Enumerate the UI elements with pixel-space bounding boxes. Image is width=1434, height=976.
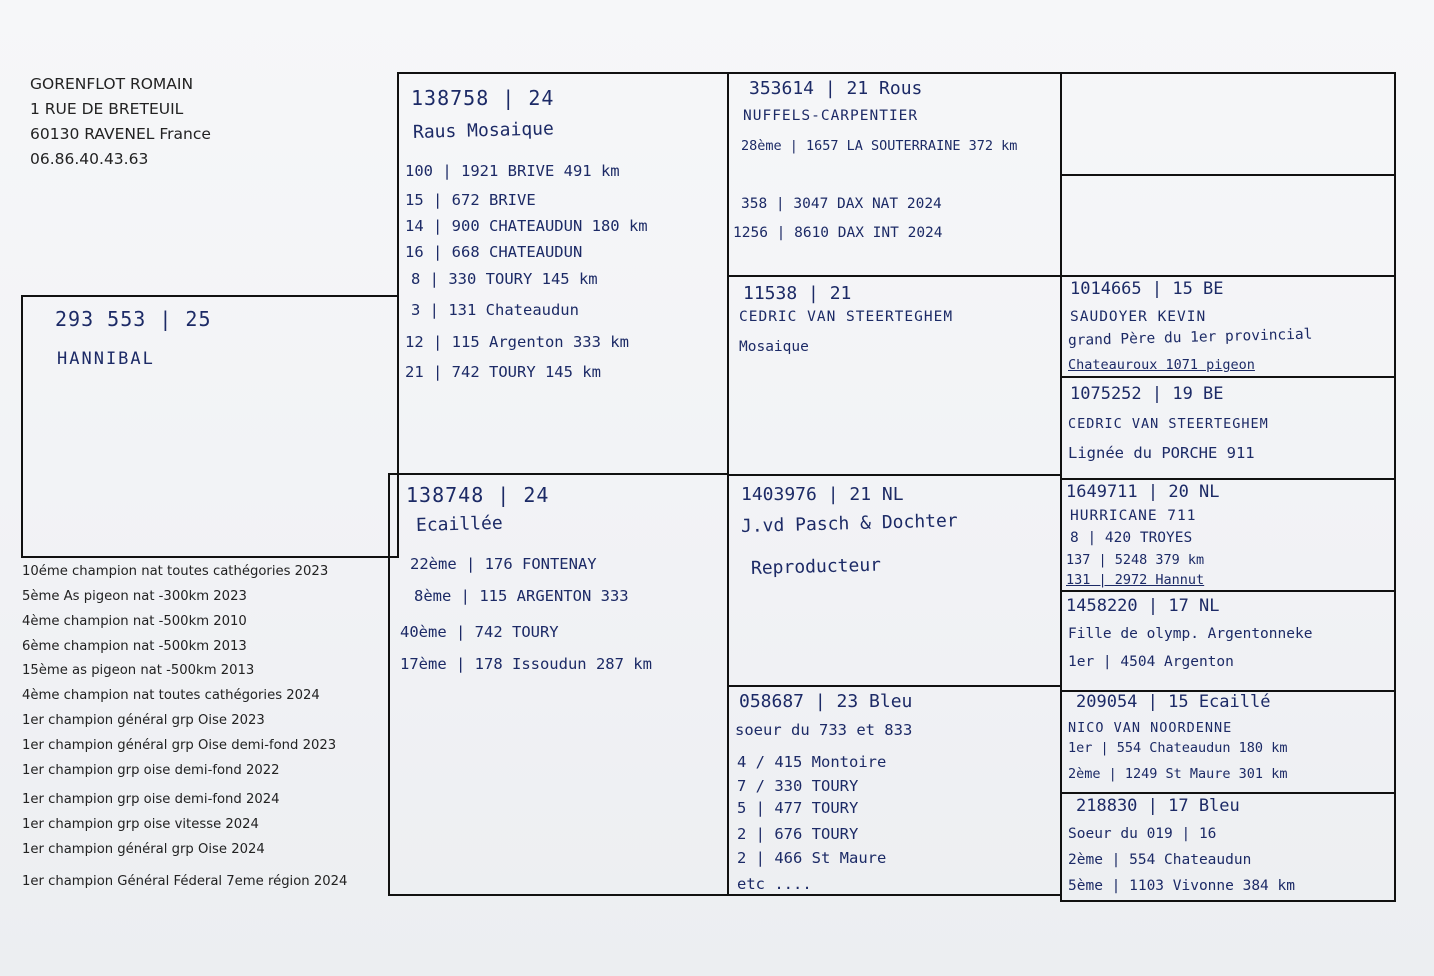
result-item: 1er champion Général Féderal 7eme région 2024 bbox=[22, 874, 348, 889]
ggp-empty-2 bbox=[1060, 174, 1396, 277]
sds-line: SAUDOYER KEVIN bbox=[1070, 309, 1207, 325]
ddd-line: 5ème | 1103 Vivonne 384 km bbox=[1068, 878, 1295, 894]
result-item: 10éme champion nat toutes cathégories 2023 bbox=[22, 564, 329, 579]
dam-dam-dam-box bbox=[1060, 792, 1396, 902]
result-item: 1er champion grp oise demi-fond 2022 bbox=[22, 763, 280, 778]
result-item: 15ème as pigeon nat -500km 2013 bbox=[22, 663, 255, 678]
sire-result: 21 | 742 TOURY 145 km bbox=[405, 363, 601, 381]
dam-dam-line: 2 | 466 St Maure bbox=[737, 849, 887, 867]
sire-result: 15 | 672 BRIVE bbox=[405, 191, 536, 209]
sds-line: Chateauroux 1071 pigeon bbox=[1068, 357, 1255, 373]
dam-result: 22ème | 176 FONTENAY bbox=[410, 555, 597, 573]
owner-street: 1 RUE DE BRETEUIL bbox=[30, 100, 184, 118]
subject-box bbox=[21, 295, 399, 558]
sire-sire-line: NUFFELS-CARPENTIER bbox=[743, 108, 919, 124]
dam-result: 8ème | 115 ARGENTON 333 bbox=[414, 587, 629, 605]
sire-color: Raus Mosaique bbox=[412, 118, 555, 143]
dss-line: 137 | 5248 379 km bbox=[1066, 552, 1205, 568]
owner-city: 60130 RAVENEL France bbox=[30, 125, 211, 143]
dam-sire-ring: 1403976 | 21 NL bbox=[741, 484, 904, 505]
sire-dam-dam-box bbox=[1060, 376, 1396, 480]
result-item: 4ème champion nat -500km 2010 bbox=[22, 614, 247, 629]
sdd-line: CEDRIC VAN STEERTEGHEM bbox=[1068, 416, 1269, 432]
dds-line: 2ème | 1249 St Maure 301 km bbox=[1068, 766, 1288, 782]
owner-name: GORENFLOT ROMAIN bbox=[30, 75, 194, 93]
dss-line: HURRICANE 711 bbox=[1070, 508, 1197, 524]
dam-dam-ring: 058687 | 23 Bleu bbox=[739, 691, 913, 712]
sds-ring: 1014665 | 15 BE bbox=[1070, 279, 1224, 299]
dss-ring: 1649711 | 20 NL bbox=[1066, 482, 1220, 502]
dam-sire-sire-box bbox=[1060, 478, 1396, 592]
ddd-ring: 218830 | 17 Bleu bbox=[1076, 796, 1240, 816]
dam-sire-line: J.vd Pasch & Dochter bbox=[740, 510, 958, 537]
subject-ring: 293 553 | 25 bbox=[55, 307, 212, 331]
result-item: 1er champion grp oise demi-fond 2024 bbox=[22, 792, 280, 807]
sire-sire-ring: 353614 | 21 Rous bbox=[749, 78, 923, 99]
dam-dam-box bbox=[727, 685, 1062, 896]
sire-sire-line: 358 | 3047 DAX NAT 2024 bbox=[741, 196, 942, 212]
sdd-ring: 1075252 | 19 BE bbox=[1070, 384, 1224, 404]
dam-sire-line: Reproducteur bbox=[750, 554, 882, 579]
dss-line: 131 | 2972 Hannut bbox=[1066, 572, 1205, 588]
owner-phone: 06.86.40.43.63 bbox=[30, 150, 149, 168]
sire-result: 12 | 115 Argenton 333 km bbox=[405, 333, 629, 351]
dam-dam-line: 2 | 676 TOURY bbox=[737, 825, 859, 843]
result-item: 1er champion grp oise vitesse 2024 bbox=[22, 817, 259, 832]
dam-sire-dam-box bbox=[1060, 590, 1396, 692]
dss-line: 8 | 420 TROYES bbox=[1070, 530, 1193, 546]
dam-box bbox=[388, 473, 729, 896]
dam-color: Ecaillée bbox=[415, 512, 503, 536]
sire-sire-box bbox=[727, 72, 1062, 277]
sire-dam-ring: 11538 | 21 bbox=[743, 283, 852, 304]
sds-line: grand Père du 1er provincial bbox=[1067, 326, 1313, 349]
sire-ring: 138758 | 24 bbox=[411, 86, 555, 110]
sire-dam-line: Mosaique bbox=[739, 339, 809, 355]
result-item: 1er champion général grp Oise demi-fond 2023 bbox=[22, 738, 337, 753]
sire-box bbox=[397, 72, 729, 475]
result-item: 1er champion général grp Oise 2023 bbox=[22, 713, 265, 728]
dam-dam-line: 7 / 330 TOURY bbox=[737, 777, 859, 795]
dam-dam-line: etc .... bbox=[737, 875, 812, 893]
sire-result: 14 | 900 CHATEAUDUN 180 km bbox=[405, 217, 648, 235]
ggp-empty-1 bbox=[1060, 72, 1396, 176]
sire-sire-line: 28ème | 1657 LA SOUTERRAINE 372 km bbox=[741, 138, 1018, 154]
dam-sire-box bbox=[727, 474, 1062, 687]
result-item: 1er champion général grp Oise 2024 bbox=[22, 842, 265, 857]
dam-result: 17ème | 178 Issoudun 287 km bbox=[400, 655, 652, 673]
dsd-ring: 1458220 | 17 NL bbox=[1066, 596, 1220, 616]
sire-result: 16 | 668 CHATEAUDUN bbox=[405, 243, 583, 261]
sire-result: 3 | 131 Chateaudun bbox=[411, 301, 579, 319]
result-item: 4ème champion nat toutes cathégories 2024 bbox=[22, 688, 320, 703]
ddd-line: Soeur du 019 | 16 bbox=[1068, 826, 1217, 842]
dds-line: 1er | 554 Chateaudun 180 km bbox=[1068, 740, 1288, 756]
dam-result: 40ème | 742 TOURY bbox=[400, 623, 559, 641]
result-item: 5ème As pigeon nat -300km 2023 bbox=[22, 589, 247, 604]
dam-dam-line: 5 | 477 TOURY bbox=[737, 799, 859, 817]
dsd-line: Fille de olymp. Argentonneke bbox=[1068, 626, 1313, 642]
dam-dam-line: soeur du 733 et 833 bbox=[735, 721, 913, 739]
dds-line: NICO VAN NOORDENNE bbox=[1068, 720, 1233, 736]
sire-result: 8 | 330 TOURY 145 km bbox=[411, 270, 598, 288]
dam-dam-line: 4 / 415 Montoire bbox=[737, 753, 887, 771]
dds-ring: 209054 | 15 Ecaillé bbox=[1076, 692, 1271, 712]
dam-ring: 138748 | 24 bbox=[406, 483, 550, 507]
dam-dam-sire-box bbox=[1060, 690, 1396, 794]
sdd-line: Lignée du PORCHE 911 bbox=[1068, 444, 1255, 462]
result-item: 6ème champion nat -500km 2013 bbox=[22, 639, 247, 654]
ddd-line: 2ème | 554 Chateaudun bbox=[1068, 852, 1252, 868]
sire-dam-line: CEDRIC VAN STEERTEGHEM bbox=[739, 309, 954, 325]
sire-result: 100 | 1921 BRIVE 491 km bbox=[405, 162, 620, 180]
dsd-line: 1er | 4504 Argenton bbox=[1068, 654, 1234, 670]
sire-dam-sire-box bbox=[1060, 275, 1396, 378]
sire-sire-line: 1256 | 8610 DAX INT 2024 bbox=[733, 225, 943, 241]
subject-name: HANNIBAL bbox=[57, 349, 155, 369]
sire-dam-box bbox=[727, 275, 1062, 476]
owner-address bbox=[30, 72, 211, 172]
